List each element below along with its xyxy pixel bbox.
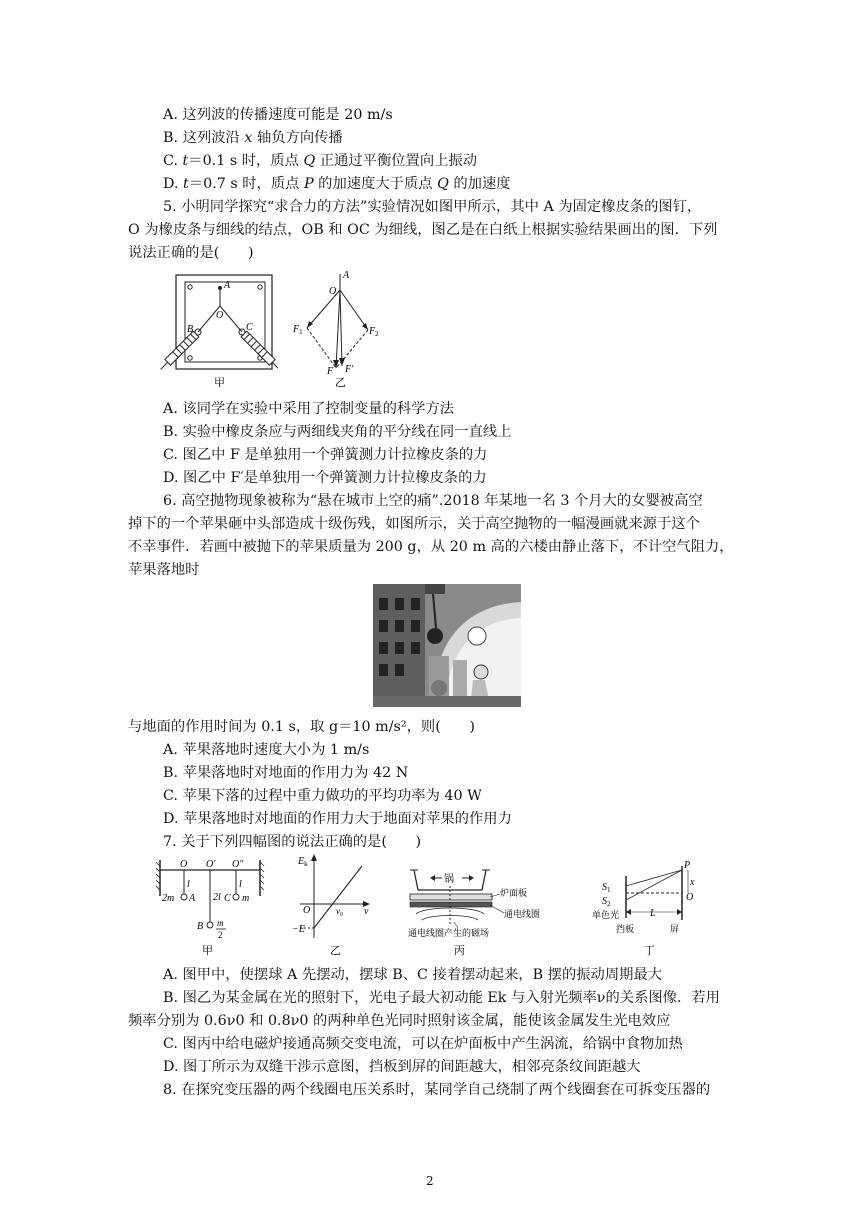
label-xianquan: 通电线圈 [504, 909, 541, 919]
q7-figure-yi [292, 852, 372, 958]
label-neg-e: −E [292, 924, 305, 935]
svg-text:S2 [602, 896, 611, 908]
label-b: B [197, 921, 204, 932]
label-half-den: 2 [218, 930, 223, 940]
label-half-num: m [217, 918, 224, 928]
label-dangban: 挡板 [616, 924, 635, 934]
q7-option-d: D. 图丁所示为双缝干涉示意图，挡板到屏的间距越大，相邻亮条纹间距越大 [163, 1059, 641, 1075]
q7-option-a: A. 图甲中，使摆球 A 先摆动，摆球 B、C 接着摆动起来，B 摆的振动周期最大 [163, 967, 663, 983]
q6-stem-line4: 苹果落地时 [128, 562, 200, 578]
label-o: O [216, 310, 224, 321]
q5-figure-yi [290, 268, 380, 390]
label-o-ding: O [686, 892, 694, 903]
q5-stem-line3: 说法正确的是( ) [128, 245, 254, 261]
q5-stem-line2: O 为橡皮条与细线的结点，OB 和 OC 为细线，图乙是在白纸上根据实验结果画出的图．下列 [128, 222, 718, 238]
q8-stem-line1: 8. 在探究变压器的两个线圈电压关系时，某同学自己绕制了两个线圈套在可拆变压器的 [163, 1082, 711, 1098]
q5-figure-jia [158, 272, 278, 390]
caption-ding: 丁 [644, 945, 655, 957]
label-a-yi: A [343, 270, 350, 281]
label-2l: 2l [213, 892, 221, 903]
svg-text:Ek [297, 856, 308, 868]
q5-option-c: C. 图乙中 F 是单独用一个弹簧测力计拉橡皮条的力 [163, 447, 488, 463]
label-c: C [246, 322, 253, 333]
page-number: 2 [426, 1174, 434, 1188]
label-s2-sub: 2 [607, 900, 611, 908]
q4-option-c: C. t＝0.1 s 时，质点 Q 正通过平衡位置向上振动 [163, 153, 478, 169]
label-o-prime: O′ [206, 859, 216, 870]
label-f1: F [293, 324, 300, 335]
label-ping: 屏 [670, 924, 680, 934]
label-f1-sub: 1 [299, 328, 303, 336]
label-2m: 2m [162, 893, 175, 904]
q7-figure-jia [156, 856, 266, 958]
q5-option-a: A. 该同学在实验中采用了控制变量的科学方法 [163, 401, 455, 417]
label-o: O [180, 859, 188, 870]
q6-stem-line2: 掉下的一个苹果砸中头部造成十级伤残，如图所示，关于高空抛物的一幅漫画就来源于这个 [128, 516, 700, 532]
label-p: P [684, 860, 691, 871]
q4-option-b: B. 这列波沿 x 轴负方向传播 [163, 130, 343, 146]
svg-text:v0 [336, 906, 343, 918]
q5-option-d: D. 图乙中 F′是单独用一个弹簧测力计拉橡皮条的力 [163, 470, 487, 486]
label-l1: l [187, 879, 190, 890]
label-origin: O [303, 905, 311, 916]
q6-cartoon-image [373, 584, 521, 707]
label-o-double-prime: O″ [232, 859, 244, 870]
q7-figure-bing [404, 862, 554, 958]
label-s1: S [602, 882, 607, 893]
svg-text:S1 [602, 882, 611, 894]
q6-option-b: B. 苹果落地时对地面的作用力为 42 N [163, 765, 409, 781]
q6-option-d: D. 苹果落地时对地面的作用力大于地面对苹果的作用力 [163, 811, 512, 827]
label-lumianban: 炉面板 [500, 888, 528, 898]
q7-option-c: C. 图丙中给电磁炉接通高频交变电流，可以在炉面板中产生涡流，给锅中食物加热 [163, 1036, 683, 1052]
label-m: m [242, 893, 250, 904]
q5-option-b: B. 实验中橡皮条应与两细线夹角的平分线在同一直线上 [163, 424, 512, 440]
q4-option-a: A. 这列波的传播速度可能是 20 m/s [163, 107, 393, 123]
label-o-yi: O [329, 286, 337, 297]
svg-text:F2 [368, 326, 379, 338]
label-danse: 单色光 [592, 910, 620, 920]
label-f: F [327, 366, 334, 377]
label-f2: F [369, 326, 376, 337]
q6-option-c: C. 苹果下落的过程中重力做功的平均功率为 40 W [163, 788, 482, 804]
caption-bing: 丙 [454, 945, 465, 957]
q6-stem-line3: 不幸事件．若画中被抛下的苹果质量为 200 g，从 20 m 高的六楼由静止落下，不计空气阻力， [128, 539, 734, 555]
label-f-prime: F′ [345, 364, 354, 375]
q4-option-d: D. t＝0.7 s 时，质点 P 的加速度大于质点 Q 的加速度 [163, 176, 511, 192]
q7-option-b: B. 图乙为某金属在光的照射下，光电子最大初动能 Ek 与入射光频率ν的关系图像．若用 [163, 990, 720, 1006]
label-ek: E [298, 856, 305, 867]
svg-text:F1 [292, 324, 303, 336]
label-s1-sub: 1 [607, 886, 611, 894]
caption-jia: 甲 [202, 945, 213, 957]
caption-yi: 乙 [335, 377, 346, 389]
label-v0: v [336, 906, 340, 916]
q5-stem-line1: 5. 小明同学探究“求合力的方法”实验情况如图甲所示，其中 A 为固定橡皮条的图钉， [163, 199, 702, 215]
caption-jia: 甲 [214, 377, 225, 389]
caption-yi: 乙 [330, 945, 341, 957]
label-f2-sub: 2 [375, 330, 379, 338]
q6-stem-line5: 与地面的作用时间为 0.1 s，取 g＝10 m/s²，则( ) [128, 719, 475, 735]
label-c: C [224, 893, 231, 904]
label-v0-sub: 0 [340, 912, 343, 918]
q6-option-a: A. 苹果落地时速度大小为 1 m/s [163, 742, 370, 758]
label-x: x [690, 877, 695, 888]
label-l: L [650, 908, 656, 919]
label-nu: ν [364, 906, 369, 917]
q7-stem: 7. 关于下列四幅图的说法正确的是( ) [163, 834, 422, 850]
label-ek-sub: k [304, 860, 308, 868]
q7-option-b-cont: 频率分别为 0.6ν0 和 0.8ν0 的两种单色光同时照射该金属，能使该金属发生光电效应 [128, 1013, 671, 1029]
label-l3: l [239, 879, 242, 890]
label-b: B [187, 324, 194, 335]
label-a: A [224, 280, 231, 291]
label-cichang: 通电线圈产生的磁场 [408, 928, 490, 938]
label-guo: 锅 [444, 874, 454, 885]
q6-stem-line1: 6. 高空抛物现象被称为“悬在城市上空的痛”.2018 年某地一名 3 个月大的女婴被高空 [163, 493, 703, 509]
q7-figure-ding [590, 858, 700, 958]
label-a: A [189, 893, 196, 904]
label-s2: S [602, 896, 607, 907]
